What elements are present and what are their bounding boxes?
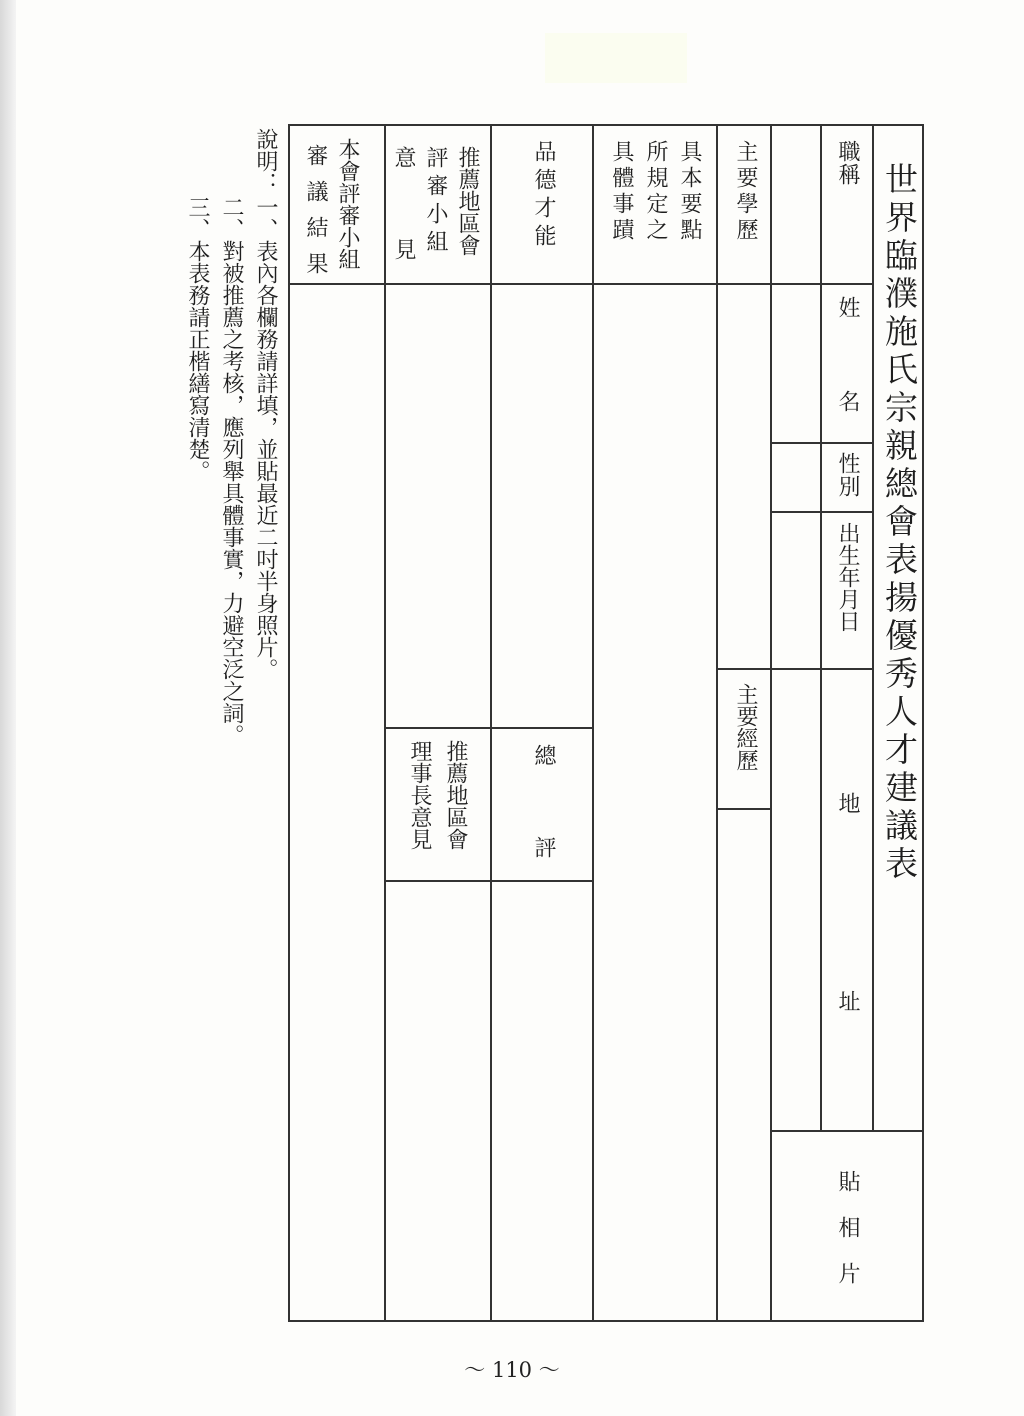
label-character: 品德才能	[531, 140, 556, 252]
label-name-b: 名	[835, 390, 860, 413]
deeds-left-line	[592, 124, 594, 1321]
info-label-divider	[820, 124, 822, 1130]
label-subcommittee-1: 推薦地區會	[455, 146, 480, 256]
label-deeds-3: 具體事蹟	[609, 140, 634, 244]
chairman-label-line	[384, 880, 490, 882]
label-deeds-2: 所規定之	[643, 140, 668, 244]
label-education: 主要學歷	[733, 140, 758, 244]
label-overall-1: 總	[531, 744, 556, 767]
overall-top-line	[490, 727, 592, 729]
row-line-2	[770, 442, 872, 444]
exp-label-line	[716, 808, 770, 810]
label-overall-2: 評	[531, 836, 556, 859]
label-experience: 主要經歷	[733, 683, 758, 771]
label-deeds-1: 具本要點	[677, 140, 702, 244]
label-address-a: 地	[835, 792, 860, 815]
label-council-2b: 議	[303, 180, 328, 203]
label-subcommittee-3a: 意	[391, 146, 416, 169]
note-3: 三、本表務請正楷繕寫清楚。	[185, 196, 210, 482]
council-label-line	[288, 283, 384, 285]
edu-label-line	[716, 283, 770, 285]
note-2: 二、對被推薦之考核，應列舉具體事實，力避空泛之詞。	[219, 196, 244, 746]
exp-top-line	[716, 668, 770, 670]
label-chairman-2: 理事長意見	[407, 740, 432, 850]
label-council-1: 本會評審小組	[335, 138, 360, 270]
photo-top-line	[770, 1130, 922, 1132]
label-council-2c: 結	[303, 216, 328, 239]
edu-left-line	[716, 124, 718, 1321]
note-1: 一、表內各欄務請詳填，並貼最近二吋半身照片。	[253, 196, 278, 680]
label-position: 職稱	[835, 140, 860, 186]
row-line-3	[770, 511, 872, 513]
deeds-label-line	[592, 283, 716, 285]
title-divider	[872, 124, 874, 1130]
form-title: 世界臨濮施氏宗親總會表揚優秀人才建議表	[880, 162, 919, 884]
notes-heading: 說明：	[253, 128, 278, 194]
label-subcommittee-3b: 見	[391, 238, 416, 261]
info-left-line	[770, 124, 772, 1321]
character-left-line	[490, 124, 492, 1321]
label-birth-date: 出生年月日	[835, 522, 860, 632]
subcommittee-left-line	[384, 124, 386, 1321]
label-gender: 性別	[835, 452, 860, 498]
subcommittee-label-line	[384, 283, 490, 285]
label-address-b: 址	[835, 990, 860, 1013]
label-photo-3: 片	[835, 1262, 860, 1285]
label-photo-2: 相	[835, 1216, 860, 1239]
row-line-1	[770, 283, 872, 285]
label-chairman-1: 推薦地區會	[443, 740, 468, 850]
frame-left	[288, 124, 290, 1321]
label-council-2a: 審	[303, 144, 328, 167]
label-council-2d: 果	[303, 252, 328, 275]
label-name-a: 姓	[835, 296, 860, 319]
page-number: ～ 110 ～	[464, 1358, 560, 1382]
character-label-line	[490, 283, 592, 285]
label-subcommittee-2: 評審小組	[423, 146, 448, 258]
label-photo-1: 貼	[835, 1170, 860, 1193]
row-line-4	[770, 668, 872, 670]
overall-label-line	[490, 880, 592, 882]
chairman-top-line	[384, 727, 490, 729]
